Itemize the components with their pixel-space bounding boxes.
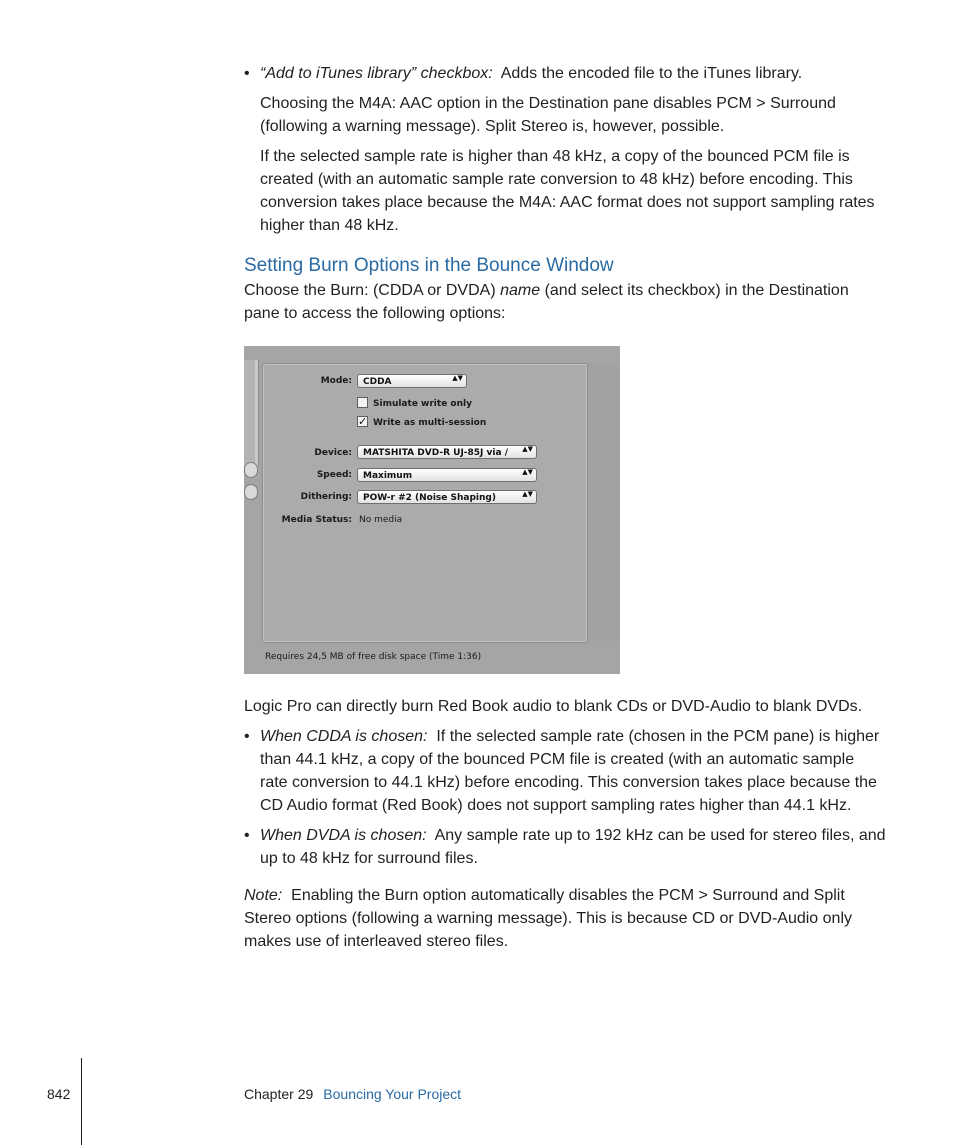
bullet-marker: • bbox=[244, 827, 250, 844]
sample-rate-paragraph bbox=[260, 145, 900, 237]
intro-after: (and select its checkbox) in the Destination bbox=[540, 282, 849, 299]
note-line-1: Enabling the Burn option automatically disables the PCM > Surround and Split bbox=[291, 887, 845, 904]
sidebar-round-button[interactable] bbox=[244, 462, 258, 478]
intro-paragraph bbox=[244, 279, 894, 325]
burn-options-screenshot bbox=[244, 346, 620, 674]
rate-line: created (with an automatic sample rate conversion to 48 kHz) before encoding. This bbox=[260, 171, 853, 188]
checkmark-icon: ✓ bbox=[358, 415, 368, 428]
itunes-checkbox-bullet bbox=[260, 62, 900, 85]
intro-line-2: pane to access the following options: bbox=[244, 305, 506, 322]
note-line: Stereo options (following a warning message). This is because CD or DVD-Audio only bbox=[244, 910, 852, 927]
disk-space-footer: Requires 24,5 MB of free disk space (Time 1:36) bbox=[265, 652, 482, 662]
popup-arrows-icon: ▲▼ bbox=[522, 490, 533, 498]
chapter-title: Bouncing Your Project bbox=[323, 1086, 462, 1102]
dialog-right-edge bbox=[586, 363, 620, 641]
m4a-line-2: (following a warning message). Split Stereo is, however, possible. bbox=[260, 118, 725, 135]
multi-session-checkbox[interactable] bbox=[357, 416, 368, 427]
mode-value: CDDA bbox=[363, 377, 392, 387]
m4a-line-1: Choosing the M4A: AAC option in the Destination pane disables PCM > Surround bbox=[260, 95, 836, 112]
section-heading: Setting Burn Options in the Bounce Window bbox=[244, 255, 614, 276]
cdda-bullet bbox=[260, 725, 900, 817]
dvda-line-2: up to 48 kHz for surround files. bbox=[260, 850, 478, 867]
logic-pro-paragraph: Logic Pro can directly burn Red Book audio to blank CDs or DVD-Audio to blank DVDs. bbox=[244, 698, 863, 715]
bullet-marker: • bbox=[244, 65, 250, 82]
dithering-value: POW-r #2 (Noise Shaping) bbox=[363, 493, 496, 503]
sidebar-round-button[interactable] bbox=[244, 484, 258, 500]
popup-arrows-icon: ▲▼ bbox=[452, 374, 463, 382]
dithering-label: Dithering: bbox=[300, 492, 352, 502]
device-value: MATSHITA DVD-R UJ-85J via / bbox=[363, 448, 508, 458]
mode-label: Mode: bbox=[320, 376, 352, 386]
footer-divider bbox=[81, 1058, 82, 1145]
bullet-term: “Add to iTunes library” checkbox: bbox=[260, 65, 493, 82]
multi-session-label: Write as multi-session bbox=[373, 418, 487, 428]
m4a-paragraph bbox=[260, 92, 900, 138]
speed-label: Speed: bbox=[316, 470, 352, 480]
rate-line: higher than 48 kHz. bbox=[260, 217, 399, 234]
rate-line: conversion takes place because the M4A: AAC format does not support sampling rates bbox=[260, 194, 875, 211]
intro-before: Choose the Burn: (CDDA or DVDA) bbox=[244, 282, 501, 299]
rate-line: If the selected sample rate is higher than 48 kHz, a copy of the bounced PCM file is bbox=[260, 148, 850, 165]
simulate-write-checkbox[interactable] bbox=[357, 397, 368, 408]
device-label: Device: bbox=[314, 448, 352, 458]
cdda-line: CD Audio format (Red Book) does not support sampling rates higher than 44.1 kHz. bbox=[260, 797, 852, 814]
dvda-line-1: Any sample rate up to 192 kHz can be used for stereo files, and bbox=[434, 827, 886, 844]
dithering-popup[interactable] bbox=[357, 490, 537, 504]
note-term: Note: bbox=[244, 887, 283, 904]
popup-arrows-icon: ▲▼ bbox=[522, 468, 533, 476]
bullet-marker: • bbox=[244, 728, 250, 745]
bullet-text: Adds the encoded file to the iTunes library. bbox=[500, 65, 803, 82]
simulate-write-label: Simulate write only bbox=[373, 399, 472, 409]
chapter-footer bbox=[244, 1084, 461, 1104]
sidebar-strip bbox=[255, 360, 258, 466]
chapter-label: Chapter 29 bbox=[244, 1086, 314, 1102]
note-line: makes use of interleaved stereo files. bbox=[244, 933, 509, 950]
page-number: 842 bbox=[47, 1086, 71, 1102]
popup-arrows-icon: ▲▼ bbox=[522, 445, 533, 453]
media-status-label: Media Status: bbox=[281, 515, 352, 525]
speed-value: Maximum bbox=[363, 471, 413, 481]
cdda-term: When CDDA is chosen: bbox=[260, 728, 428, 745]
cdda-line: than 44.1 kHz, a copy of the bounced PCM file is created (with an automatic sample bbox=[260, 751, 855, 768]
intro-italic: name bbox=[500, 282, 541, 299]
speed-popup[interactable] bbox=[357, 468, 537, 482]
dvda-bullet bbox=[260, 824, 900, 870]
device-popup[interactable] bbox=[357, 445, 537, 459]
dvda-term: When DVDA is chosen: bbox=[260, 827, 427, 844]
cdda-line: rate conversion to 44.1 kHz) before encoding. This conversion takes place because the bbox=[260, 774, 877, 791]
media-status-value: No media bbox=[359, 515, 403, 525]
note-paragraph bbox=[244, 884, 894, 953]
cdda-line-1: If the selected sample rate (chosen in the PCM pane) is higher bbox=[436, 728, 880, 745]
mode-popup[interactable] bbox=[357, 374, 467, 388]
